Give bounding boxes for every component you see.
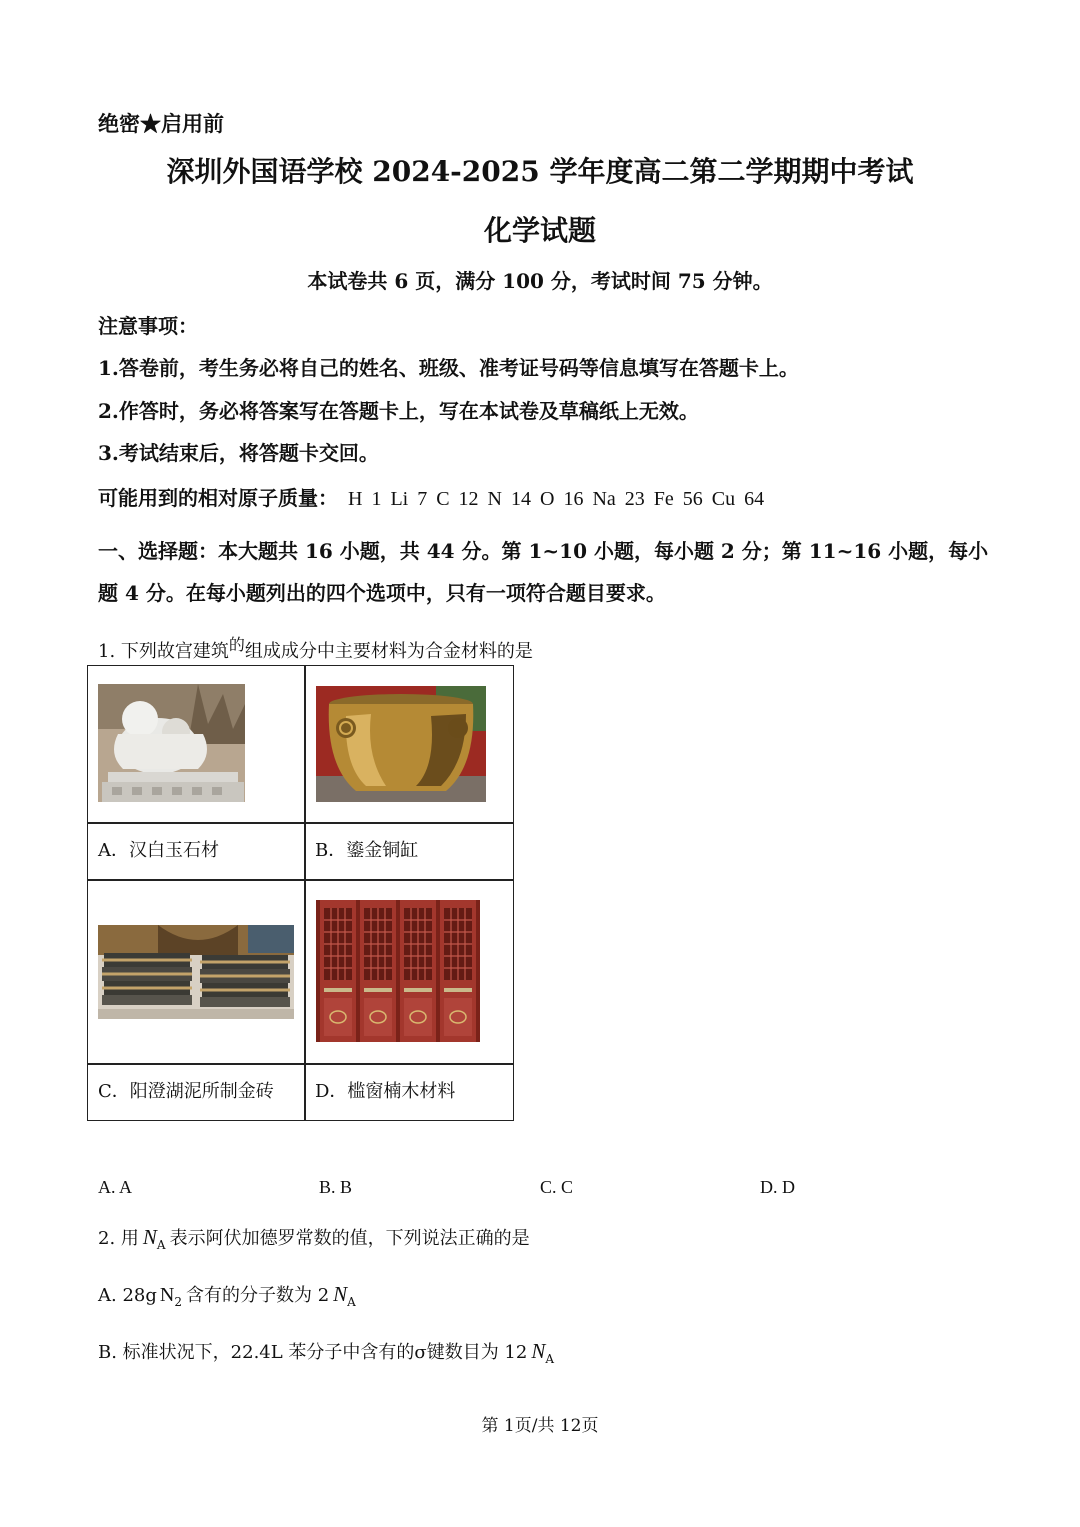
question-2-stem-part-1: 2. 用 [98, 1228, 139, 1249]
atomic-masses-label: 可能用到的相对原子质量： [98, 486, 338, 510]
nitrogen-subscript: 2 [174, 1295, 182, 1309]
atomic-masses [98, 482, 764, 511]
page-footer: 第 1页/共 12页 [481, 1416, 599, 1436]
avogadro-symbol: N [531, 1339, 546, 1363]
question-1-stem-raised-char: 的 [228, 635, 245, 654]
notice-heading: 注意事项： [98, 314, 198, 338]
avogadro-symbol: N [142, 1225, 157, 1249]
question-2-option-a[interactable] [98, 1281, 356, 1309]
question-1-choice-a[interactable]: A. A [98, 1177, 133, 1197]
question-1-stem-part-2: 组成成分中主要材料为合金材料的是 [244, 641, 533, 662]
question-2-stem-part-2: 表示阿伏加德罗常数的值，下列说法正确的是 [169, 1228, 530, 1249]
question-1-stem-part-1: 1. 下列故宫建筑 [98, 641, 229, 662]
cell-c-image [87, 879, 306, 1065]
avogadro-subscript: A [347, 1295, 356, 1309]
cell-d-label [304, 1063, 514, 1121]
question-1-choice-d[interactable]: D. D [760, 1177, 795, 1197]
option-c-label: C．阳澄湖泥所制金砖 [98, 1081, 274, 1102]
option-a-label: A．汉白玉石材 [98, 840, 219, 861]
cell-a-label [87, 822, 306, 881]
question-2-option-b[interactable] [98, 1338, 554, 1366]
cell-b-label [304, 822, 514, 881]
avogadro-symbol: N [333, 1282, 348, 1306]
section-heading-line-2: 题 4 分。在每小题列出的四个选项中，只有一项符合题目要求。 [98, 581, 666, 605]
red-lattice-window-photo [316, 900, 480, 1042]
question-1-stem [98, 632, 533, 663]
option-b-label: B．鎏金铜缸 [315, 840, 419, 861]
option-d-label: D．槛窗楠木材料 [315, 1081, 456, 1102]
gold-bricks-photo [98, 925, 294, 1019]
avogadro-subscript: A [156, 1238, 166, 1252]
cell-d-image [304, 879, 514, 1065]
gilded-bronze-vat-photo [316, 686, 486, 802]
avogadro-subscript: A [545, 1352, 555, 1366]
exam-title: 深圳外国语学校 2024-2025 学年度高二第二学期期中考试 [166, 155, 914, 188]
exam-info: 本试卷共 6 页，满分 100 分，考试时间 75 分钟。 [307, 269, 773, 293]
option-a-text-2: 含有的分子数为 2 [185, 1285, 330, 1306]
option-a-text-1: A. 28g [98, 1285, 157, 1306]
notice-item-3: 3.考试结束后，将答题卡交回。 [98, 441, 379, 465]
subject-title: 化学试题 [483, 214, 596, 247]
cell-c-label [87, 1063, 306, 1121]
notice-item-2: 2.作答时，务必将答案写在答题卡上，写在本试卷及草稿纸上无效。 [98, 399, 699, 423]
option-b-text: B. 标准状况下，22.4L 苯分子中含有的σ键数目为 12 [98, 1342, 528, 1363]
cell-a-image [87, 665, 306, 824]
section-heading-line-1: 一、选择题：本大题共 16 小题，共 44 分。第 1~10 小题，每小题 2 分；第 11~16 小题，每小 [98, 539, 989, 563]
nitrogen-symbol: N [159, 1284, 175, 1306]
question-1-choice-b[interactable]: B. B [319, 1177, 353, 1197]
atomic-masses-values: H 1 Li 7 C 12 N 14 O 16 Na 23 Fe 56 Cu 64 [348, 488, 765, 510]
confidential-mark: 绝密★启用前 [98, 111, 224, 136]
question-2-stem [98, 1224, 530, 1252]
question-1-image-table [87, 665, 514, 1121]
cell-b-image [304, 665, 514, 824]
notice-item-1: 1.答卷前，考生务必将自己的姓名、班级、准考证号码等信息填写在答题卡上。 [98, 356, 799, 380]
question-1-choice-c[interactable]: C. C [540, 1177, 574, 1197]
white-marble-lion-photo [98, 684, 245, 802]
